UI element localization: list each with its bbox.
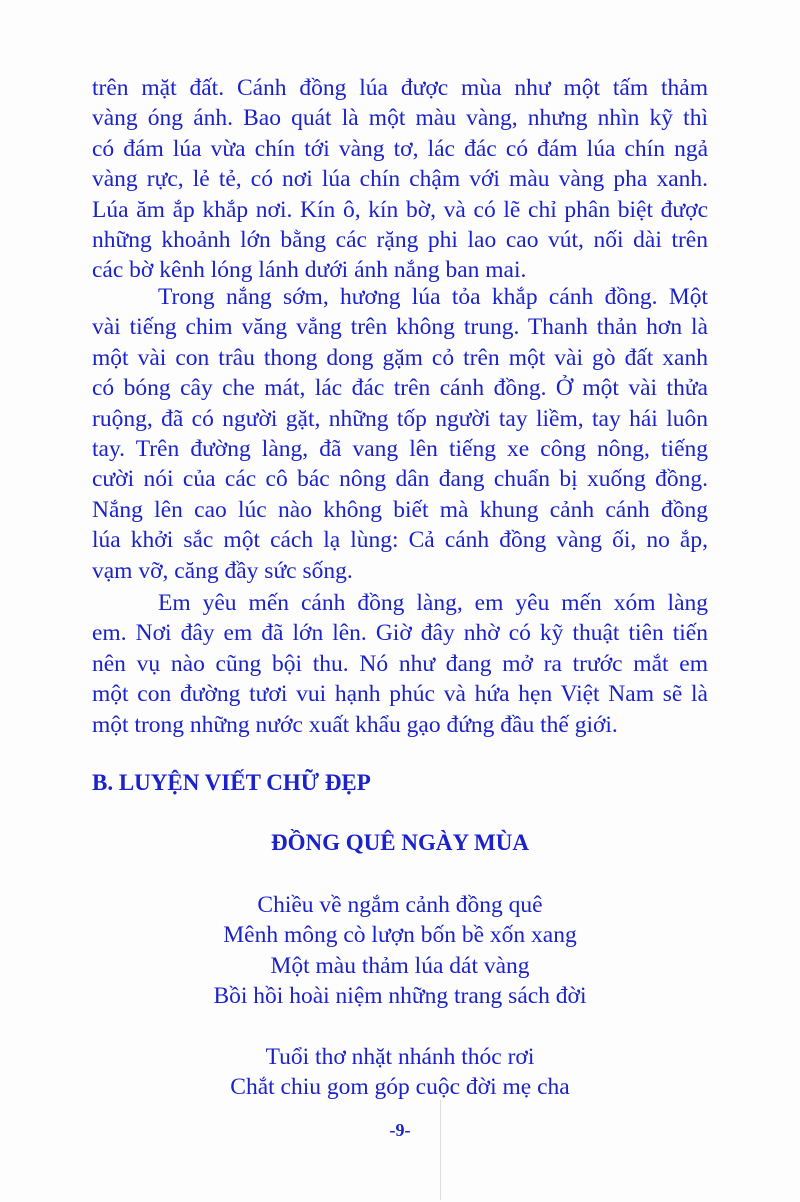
paragraph-line: những khoảnh lớn bằng các rặng phi lao cao vút, nối dài trên <box>92 227 708 253</box>
poem-line: Bồi hồi hoài niệm những trang sách đời <box>213 983 587 1010</box>
paragraph-line: Trong nắng sớm, hương lúa tỏa khắp cánh đồng. Một <box>158 284 708 310</box>
paragraph-line: một vài con trâu thong dong gặm cỏ trên một vài gò đất xanh <box>92 344 708 371</box>
paragraph-line: lúa khởi sắc một cách lạ lùng: Cả cánh đồng vàng ối, no ắp, <box>92 527 708 554</box>
paragraph-line: nên vụ nào cũng bội thu. Nó như đang mở ra trước mắt em <box>92 650 708 677</box>
paragraph-line: một con đường tươi vui hạnh phúc và hứa hẹn Việt Nam sẽ là <box>92 681 708 708</box>
poem-line: Mênh mông cò lượn bốn bề xốn xang <box>223 922 577 949</box>
paragraph-line: vàng óng ánh. Bao quát là một màu vàng, nhưng nhìn kỹ thì <box>92 105 708 132</box>
paragraph-line: vài tiếng chim văng vẳng trên không trung. Thanh thản hơn là <box>92 314 708 341</box>
paragraph-line: Em yêu mến cánh đồng làng, em yêu mến xóm làng <box>158 590 708 616</box>
paragraph-line: cười nói của các cô bác nông dân đang chuẩn bị xuống đồng. <box>92 466 708 493</box>
poem-line: Chắt chiu gom góp cuộc đời mẹ cha <box>230 1074 570 1101</box>
paragraph-line: Lúa ăm ắp khắp nơi. Kín ô, kín bờ, và có lẽ chỉ phân biệt được <box>92 196 708 223</box>
section-heading: B. LUYỆN VIẾT CHỮ ĐẸP <box>92 770 371 795</box>
poem-line: Chiều về ngắm cảnh đồng quê <box>257 892 543 918</box>
paragraph-line: vạm vỡ, căng đầy sức sống. <box>92 557 353 584</box>
paragraph-line: các bờ kênh lóng lánh dưới ánh nắng ban mai. <box>92 257 527 284</box>
paragraph-line: trên mặt đất. Cánh đồng lúa được mùa như một tấm thảm <box>92 75 708 101</box>
poem-line: Tuổi thơ nhặt nhánh thóc rơi <box>265 1044 535 1070</box>
poem-line: Một màu thảm lúa dát vàng <box>270 952 530 979</box>
paragraph-line: tay. Trên đường làng, đã vang lên tiếng xe công nông, tiếng <box>92 436 708 462</box>
paragraph-line: có bóng cây che mát, lác đác trên cánh đồng. Ở một vài thửa <box>92 375 708 402</box>
page-fold <box>440 1100 441 1200</box>
poem-title: ĐỒNG QUÊ NGÀY MÙA <box>271 830 529 855</box>
page-number: -9- <box>389 1120 411 1140</box>
paragraph-line: em. Nơi đây em đã lớn lên. Giờ đây nhờ có kỹ thuật tiên tiến <box>92 620 708 647</box>
paragraph-line: vàng rực, lẻ tẻ, có nơi lúa chín chậm với màu vàng pha xanh. <box>92 166 708 193</box>
paragraph-line: Nắng lên cao lúc nào không biết mà khung cảnh cánh đồng <box>92 496 708 523</box>
paragraph-line: một trong những nước xuất khẩu gạo đứng đầu thế giới. <box>92 711 618 738</box>
paragraph-line: có đám lúa vừa chín tới vàng tơ, lác đác có đám lúa chín ngả <box>92 135 708 162</box>
paragraph-line: ruộng, đã có người gặt, những tốp người tay liềm, tay hái luôn <box>92 405 708 432</box>
